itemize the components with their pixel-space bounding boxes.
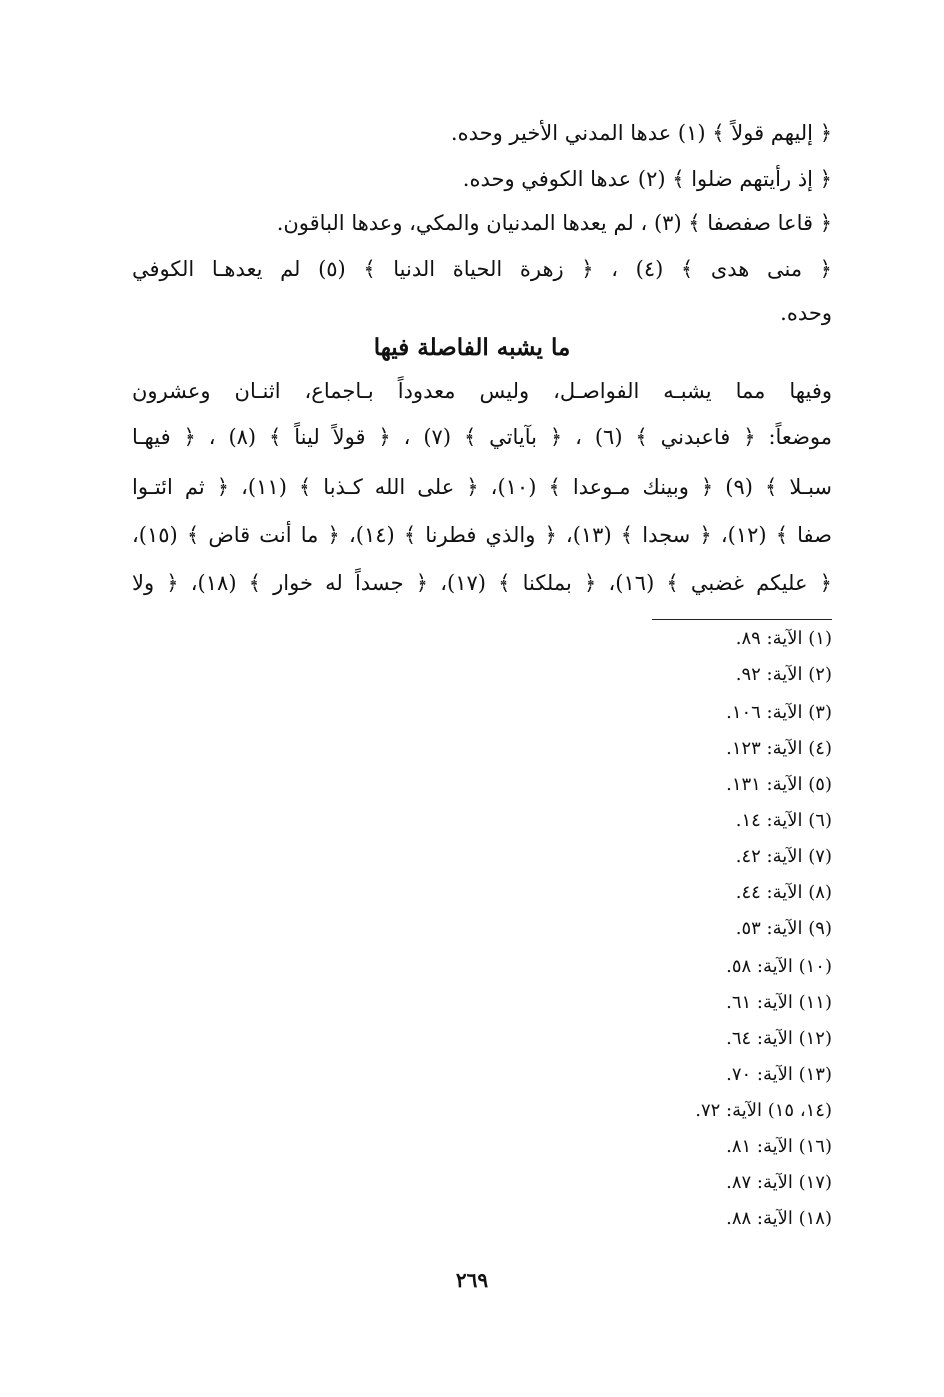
- footnote-11: (١١) الآية: ٦١.: [726, 992, 832, 1013]
- body-line-5: وحده.: [780, 301, 832, 325]
- footnote-13: (١٣) الآية: ٧٠.: [726, 1064, 832, 1085]
- footnote-5: (٥) الآية: ١٣١.: [726, 774, 832, 795]
- body-line-3: ﴿ قاعا صفصفا ﴾ (٣) ، لم يعدها المدنيان والمكي، وعدها الباقون.: [276, 211, 832, 235]
- body-line-2: ﴿ إذ رأيتهم ضلوا ﴾ (٢) عدها الكوفي وحده.: [462, 167, 832, 191]
- footnote-9: (٩) الآية: ٥٣.: [735, 918, 832, 939]
- section-heading: ما يشبه الفاصلة فيها: [373, 334, 571, 361]
- footnote-12: (١٢) الآية: ٦٤.: [726, 1028, 832, 1049]
- footnote-16: (١٧) الآية: ٨٧.: [726, 1172, 832, 1193]
- footnote-1: (١) الآية: ٨٩.: [735, 628, 832, 649]
- footnote-7: (٧) الآية: ٤٢.: [735, 846, 832, 867]
- footnote-separator: [652, 619, 832, 620]
- footnote-14: (١٤، ١٥) الآية: ٧٢.: [695, 1100, 832, 1121]
- body-line-1: ﴿ إليهم قولاً ﴾ (١) عدها المدني الأخير وحده.: [450, 121, 832, 145]
- paragraph-line-3: سبـلا ﴾ (٩) ﴿ وبينك مـوعدا ﴾ (١٠)، ﴿ على الله كـذبا ﴾ (١١)، ﴿ ثم ائتـوا: [132, 475, 833, 499]
- footnote-10: (١٠) الآية: ٥٨.: [726, 956, 832, 977]
- paragraph-line-1: وفيها مما يشبـه الفواصـل، وليس معدوداً بـاجماع، اثنـان وعشرون: [132, 379, 832, 403]
- footnote-15: (١٦) الآية: ٨١.: [726, 1136, 832, 1157]
- footnote-8: (٨) الآية: ٤٤.: [735, 882, 832, 903]
- footnote-6: (٦) الآية: ١٤.: [735, 810, 832, 831]
- footnote-17: (١٨) الآية: ٨٨.: [726, 1208, 832, 1229]
- footnote-4: (٤) الآية: ١٢٣.: [726, 738, 832, 759]
- footnote-3: (٣) الآية: ١٠٦.: [726, 702, 832, 723]
- footnote-2: (٢) الآية: ٩٢.: [735, 664, 832, 685]
- paragraph-line-4: صفا ﴾ (١٢)، ﴿ سجدا ﴾ (١٣)، ﴿ والذي فطرنا ﴾ (١٤)، ﴿ ما أنت قاض ﴾ (١٥)،: [132, 523, 833, 547]
- page-number: ٢٦٩: [455, 1268, 489, 1292]
- paragraph-line-5: ﴿ عليكم غضبي ﴾ (١٦)، ﴿ بملكنا ﴾ (١٧)، ﴿ جسداً له خوار ﴾ (١٨)، ﴿ ولا: [132, 571, 832, 595]
- body-line-4: ﴿ منى هدى ﴾ (٤) ، ﴿ زهرة الحياة الدنيا ﴾ (٥) لم يعدهـا الكوفي: [132, 257, 832, 281]
- paragraph-line-2: موضعاً: ﴿ فاعبدني ﴾ (٦) ، ﴿ بآياتي ﴾ (٧) ، ﴿ قولاً ليناً ﴾ (٨) ، ﴿ فيهـا: [132, 425, 832, 449]
